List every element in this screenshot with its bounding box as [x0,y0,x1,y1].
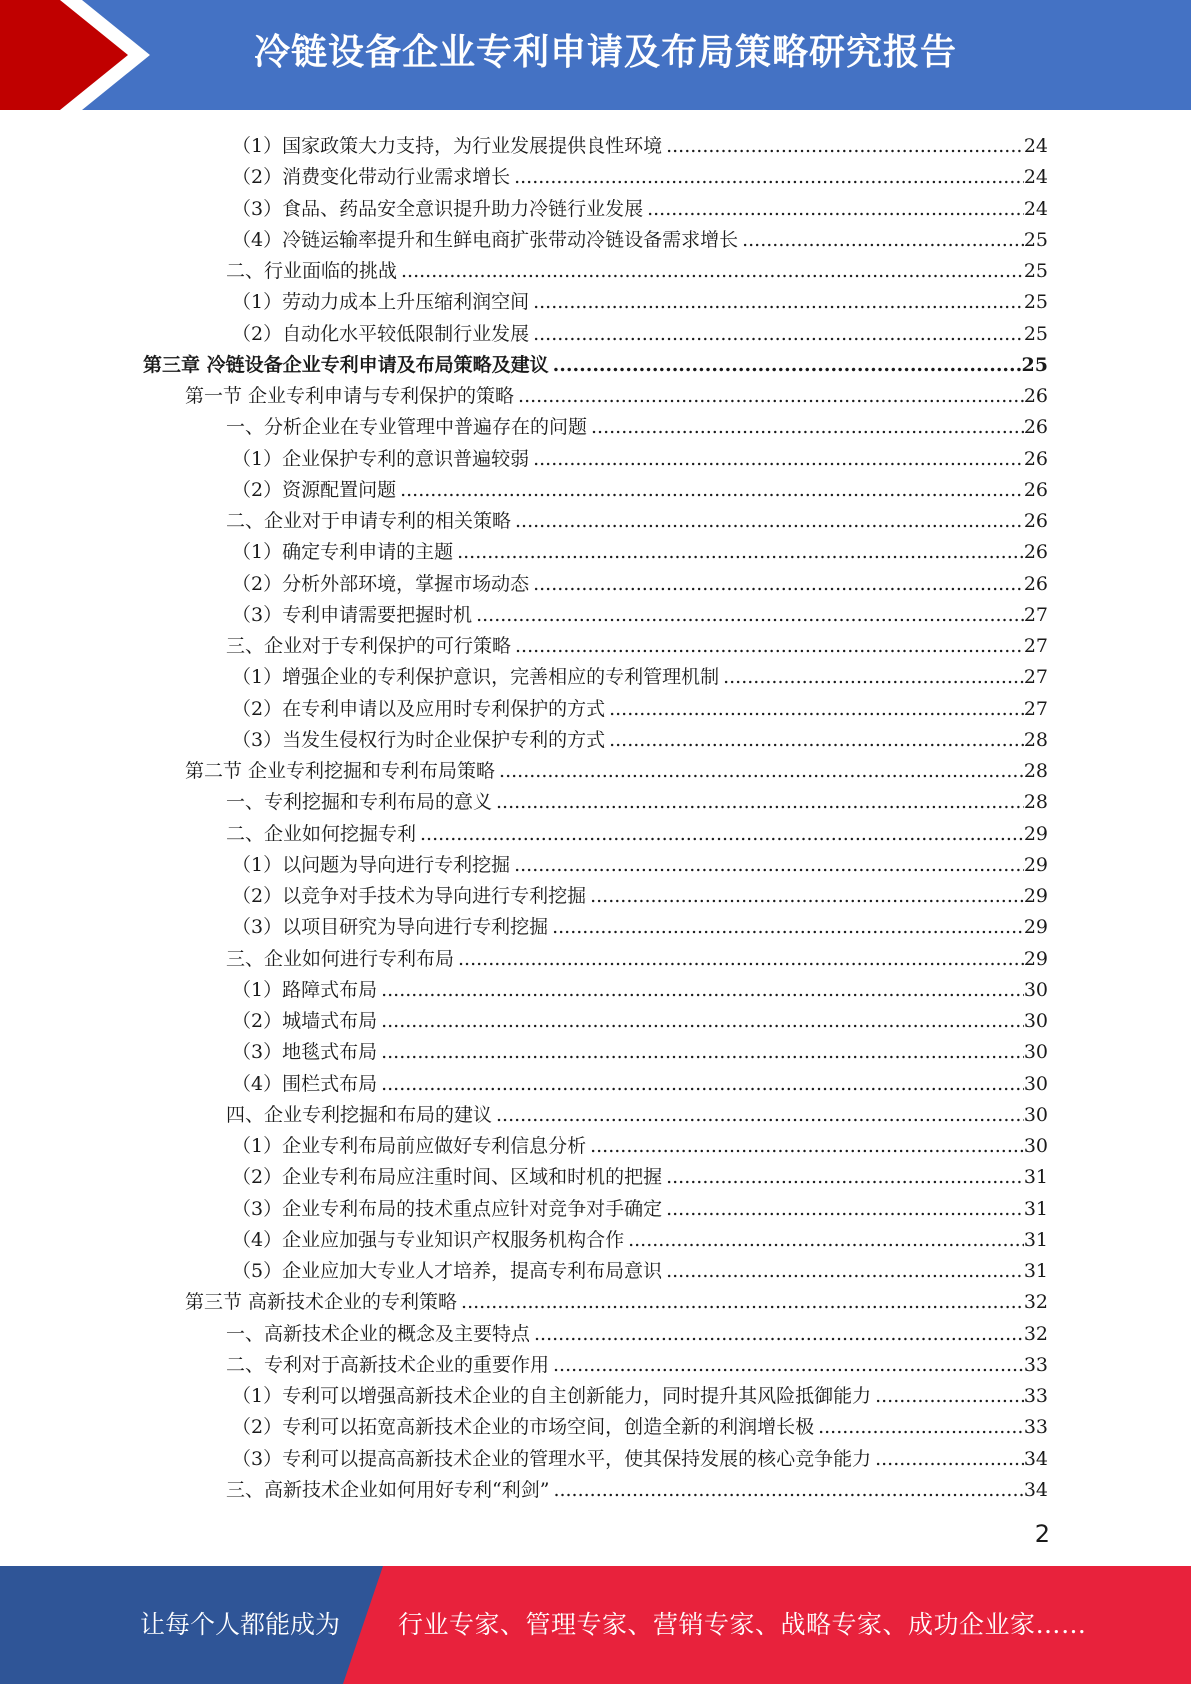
toc-entry-title: 一、专利挖掘和专利布局的意义 [226,791,493,814]
toc-leader-dots [497,760,1024,782]
report-title: 冷链设备企业专利申请及布局策略研究报告 [253,32,957,73]
toc-leader-dots [456,948,1024,970]
toc-leader-dots [512,166,1024,188]
toc-entry-page: 29 [1023,885,1048,907]
toc-entry-page: 32 [1023,1322,1048,1345]
toc-entry-page: 30 [1023,1010,1048,1032]
toc-entry-title: 二、专利对于高新技术企业的重要作用 [226,1353,550,1376]
toc-entry-page: 30 [1023,1072,1048,1095]
toc-entry-title: （3）当发生侵权行为时企业保护专利的方式 [232,728,606,751]
toc-entry-title: 四、企业专利挖掘和布局的建议 [226,1103,493,1126]
toc-entry-title: （3）以项目研究为导向进行专利挖掘 [232,916,549,939]
toc-leader-dots [494,1104,1024,1126]
toc-entry[interactable] [232,315,1048,345]
toc-entry[interactable] [232,1190,1048,1220]
toc-entry-page: 25 [1023,228,1048,251]
toc-leader-dots [531,323,1024,345]
toc-leader-dots [399,260,1024,282]
toc-entry[interactable] [226,783,1048,813]
toc-entry-page: 33 [1023,1353,1048,1376]
toc-entry[interactable] [232,1221,1048,1251]
toc-entry[interactable] [226,1471,1048,1501]
toc-entry-title: （1）企业保护专利的意识普遍较弱 [232,447,530,470]
toc-leader-dots [588,1135,1024,1157]
toc-entry-page: 31 [1023,1166,1048,1189]
toc-leader-dots [531,573,1024,595]
toc-entry[interactable] [232,1002,1048,1032]
toc-entry-title: 二、企业如何挖掘专利 [226,822,417,845]
toc-entry-page: 30 [1023,1135,1048,1157]
toc-entry-page: 31 [1023,1260,1048,1282]
toc-leader-dots [532,1323,1024,1345]
toc-entry-title: （1）专利可以增强高新技术企业的自主创新能力，同时提升其风险抵御能力 [232,1385,872,1407]
toc-leader-dots [873,1448,1024,1470]
toc-leader-dots [474,604,1024,626]
toc-leader-dots [418,823,1024,845]
toc-entry-page: 30 [1023,978,1048,1001]
toc-leader-dots [626,1229,1024,1251]
toc-leader-dots [516,385,1024,407]
toc-leader-dots [512,854,1024,876]
toc-entry[interactable] [226,627,1048,657]
toc-entry[interactable] [232,1033,1048,1063]
toc-entry-title: （2）城墙式布局 [232,1010,378,1032]
toc-entry[interactable] [232,1158,1048,1188]
toc-entry-page: 33 [1023,1416,1048,1439]
toc-entry[interactable] [232,658,1048,688]
toc-entry-page: 26 [1023,447,1048,470]
toc-entry[interactable] [185,752,1048,782]
toc-leader-dots [664,135,1024,157]
toc-entry-title: （2）在专利申请以及应用时专利保护的方式 [232,697,606,720]
toc-entry[interactable] [232,596,1048,626]
toc-entry-page: 27 [1023,666,1048,689]
toc-entry-page: 25 [1023,291,1048,314]
toc-entry-page: 26 [1023,572,1048,595]
toc-entry-title: （1）增强企业的专利保护意识，完善相应的专利管理机制 [232,666,720,689]
toc-entry[interactable] [226,1346,1048,1376]
toc-leader-dots [513,510,1024,532]
page-footer [0,1566,1191,1684]
toc-entry[interactable] [232,158,1048,188]
toc-entry-title: （3）专利申请需要把握时机 [232,603,473,626]
toc-entry-title: （4）围栏式布局 [232,1072,378,1095]
toc-entry[interactable] [226,408,1048,438]
toc-leader-dots [588,885,1024,907]
toc-entry-title: （3）专利可以提高高新技术企业的管理水平，使其保持发展的核心竞争能力 [232,1447,872,1470]
toc-leader-dots [494,791,1024,813]
toc-entry-title: 第一节 企业专利申请与专利保护的策略 [185,385,515,407]
toc-entry[interactable] [232,283,1048,313]
toc-entry-title: （2）企业专利布局应注重时间、区域和时机的把握 [232,1166,663,1189]
toc-entry[interactable] [185,377,1048,407]
toc-leader-dots [379,1041,1024,1063]
toc-entry-title: 第三节 高新技术企业的专利策略 [185,1291,458,1314]
toc-entry[interactable] [232,127,1048,157]
toc-entry-title: 三、高新技术企业如何用好专利“利剑” [226,1478,550,1501]
toc-entry[interactable] [232,440,1048,470]
toc-entry[interactable] [232,471,1048,501]
toc-entry-title: （1）企业专利布局前应做好专利信息分析 [232,1135,587,1157]
toc-entry-page: 25 [1021,353,1048,376]
toc-leader-dots [607,698,1024,720]
toc-leader-dots [513,635,1024,657]
page-number: 2 [1034,1520,1050,1548]
toc-entry-title: （5）企业应加大专业人才培养，提高专利布局意识 [232,1260,663,1282]
toc-entry-page: 24 [1023,135,1048,157]
toc-entry-title: （1）劳动力成本上升压缩利润空间 [232,291,530,314]
toc-leader-dots [379,1010,1024,1032]
toc-entry-title: （2）消费变化带动行业需求增长 [232,166,511,189]
toc-entry-page: 26 [1023,385,1048,407]
toc-entry-page: 29 [1023,853,1048,876]
toc-entry-title: 第二节 企业专利挖掘和专利布局策略 [185,760,496,782]
toc-entry[interactable] [232,1252,1048,1282]
toc-entry-page: 32 [1023,1291,1048,1314]
toc-entry-title: 二、行业面临的挑战 [226,260,398,282]
toc-entry-page: 25 [1023,322,1048,345]
toc-entry-page: 34 [1023,1447,1048,1470]
toc-entry-title: （2）资源配置问题 [232,478,397,501]
toc-entry-title: 二、企业对于申请专利的相关策略 [226,510,512,532]
toc-entry[interactable] [232,690,1048,720]
toc-entry-title: 第三章 冷链设备企业专利申请及布局策略及建议 [143,353,549,376]
toc-leader-dots [607,729,1024,751]
toc-entry-title: （1）国家政策大力支持，为行业发展提供良性环境 [232,135,663,157]
page-header [0,0,1191,110]
toc-leader-dots [645,198,1024,220]
footer-slogan-right: 行业专家、管理专家、营销专家、战略专家、成功企业家…… [398,1610,1087,1639]
toc-entry-page: 24 [1023,166,1048,189]
toc-entry-page: 25 [1023,260,1048,282]
toc-entry[interactable] [232,533,1048,563]
toc-leader-dots [398,479,1024,501]
toc-entry[interactable] [226,502,1048,532]
toc-entry[interactable] [232,221,1048,251]
toc-entry[interactable] [226,815,1048,845]
toc-leader-dots [551,1354,1024,1376]
toc-entry-page: 24 [1023,197,1048,220]
toc-entry[interactable] [226,1096,1048,1126]
toc-entry-page: 27 [1023,697,1048,720]
toc-leader-dots [531,448,1024,470]
toc-entry-title: （3）企业专利布局的技术重点应针对竞争对手确定 [232,1197,663,1220]
toc-entry[interactable] [232,846,1048,876]
toc-entry-title: （2）分析外部环境，掌握市场动态 [232,572,530,595]
toc-entry-title: 三、企业对于专利保护的可行策略 [226,635,512,657]
toc-leader-dots [740,229,1024,251]
toc-entry-page: 30 [1023,1103,1048,1126]
toc-leader-dots [664,1166,1024,1188]
toc-entry[interactable] [232,971,1048,1001]
toc-entry-title: （3）地毯式布局 [232,1041,378,1064]
toc-entry-page: 34 [1023,1478,1048,1501]
toc-entry-page: 30 [1023,1041,1048,1064]
toc-leader-dots [551,1479,1023,1501]
toc-entry[interactable] [232,908,1048,938]
toc-entry[interactable] [232,190,1048,220]
toc-leader-dots [459,1291,1024,1313]
toc-entry-page: 33 [1023,1385,1048,1407]
toc-leader-dots [455,541,1024,563]
toc-leader-dots [664,1260,1024,1282]
toc-entry[interactable] [232,1127,1048,1157]
toc-entry-page: 27 [1023,635,1048,657]
toc-entry-title: （2）以竞争对手技术为导向进行专利挖掘 [232,885,587,907]
toc-entry[interactable] [232,877,1048,907]
toc-entry-page: 26 [1023,510,1048,532]
toc-entry-title: （4）冷链运输率提升和生鲜电商扩张带动冷链设备需求增长 [232,228,739,251]
toc-entry-title: （4）企业应加强与专业知识产权服务机构合作 [232,1228,625,1251]
toc-entry-page: 28 [1023,728,1048,751]
toc-leader-dots [379,1073,1024,1095]
toc-entry-title: （1）路障式布局 [232,978,378,1001]
toc-entry[interactable] [232,1408,1048,1438]
toc-entry[interactable] [232,1065,1048,1095]
toc-entry[interactable] [226,940,1048,970]
toc-entry-page: 26 [1023,541,1048,564]
toc-entry-page: 26 [1023,416,1048,439]
toc-entry-page: 28 [1023,791,1048,814]
toc-entry-page: 27 [1023,603,1048,626]
toc-entry-page: 31 [1023,1228,1048,1251]
toc-entry-page: 29 [1023,947,1048,970]
toc-entry-page: 26 [1023,478,1048,501]
toc-entry-title: 一、高新技术企业的概念及主要特点 [226,1322,531,1345]
toc-leader-dots [531,291,1024,313]
toc-entry-title: （1）确定专利申请的主题 [232,541,454,564]
toc-entry[interactable] [232,565,1048,595]
toc-entry-title: （2）专利可以拓宽高新技术企业的市场空间，创造全新的利润增长极 [232,1416,815,1439]
toc-entry[interactable] [232,1377,1048,1407]
toc-entry-title: （3）食品、药品安全意识提升助力冷链行业发展 [232,197,644,220]
toc-leader-dots [589,416,1024,438]
toc-entry-page: 29 [1023,822,1048,845]
toc-leader-dots [550,916,1024,938]
toc-entry[interactable] [226,1315,1048,1345]
toc-entry-title: （2）自动化水平较低限制行业发展 [232,322,530,345]
toc-entry-title: 一、分析企业在专业管理中普遍存在的问题 [226,416,588,439]
toc-leader-dots [379,979,1024,1001]
toc-leader-dots [816,1416,1024,1438]
toc-leader-dots [873,1385,1024,1407]
toc-entry-page: 28 [1023,760,1048,782]
toc-entry[interactable] [143,346,1048,376]
toc-leader-dots [721,666,1024,688]
footer-slogan-left: 让每个人都能成为 [140,1610,341,1639]
toc-entry-title: （1）以问题为导向进行专利挖掘 [232,853,511,876]
toc-entry-page: 31 [1023,1197,1048,1220]
toc-leader-dots [664,1198,1024,1220]
toc-leader-dots [551,354,1022,376]
toc-entry-page: 29 [1023,916,1048,939]
toc-entry[interactable] [232,1440,1048,1470]
toc-entry[interactable] [185,1283,1048,1313]
toc-entry[interactable] [232,721,1048,751]
toc-entry-title: 三、企业如何进行专利布局 [226,947,455,970]
toc-entry[interactable] [226,252,1048,282]
